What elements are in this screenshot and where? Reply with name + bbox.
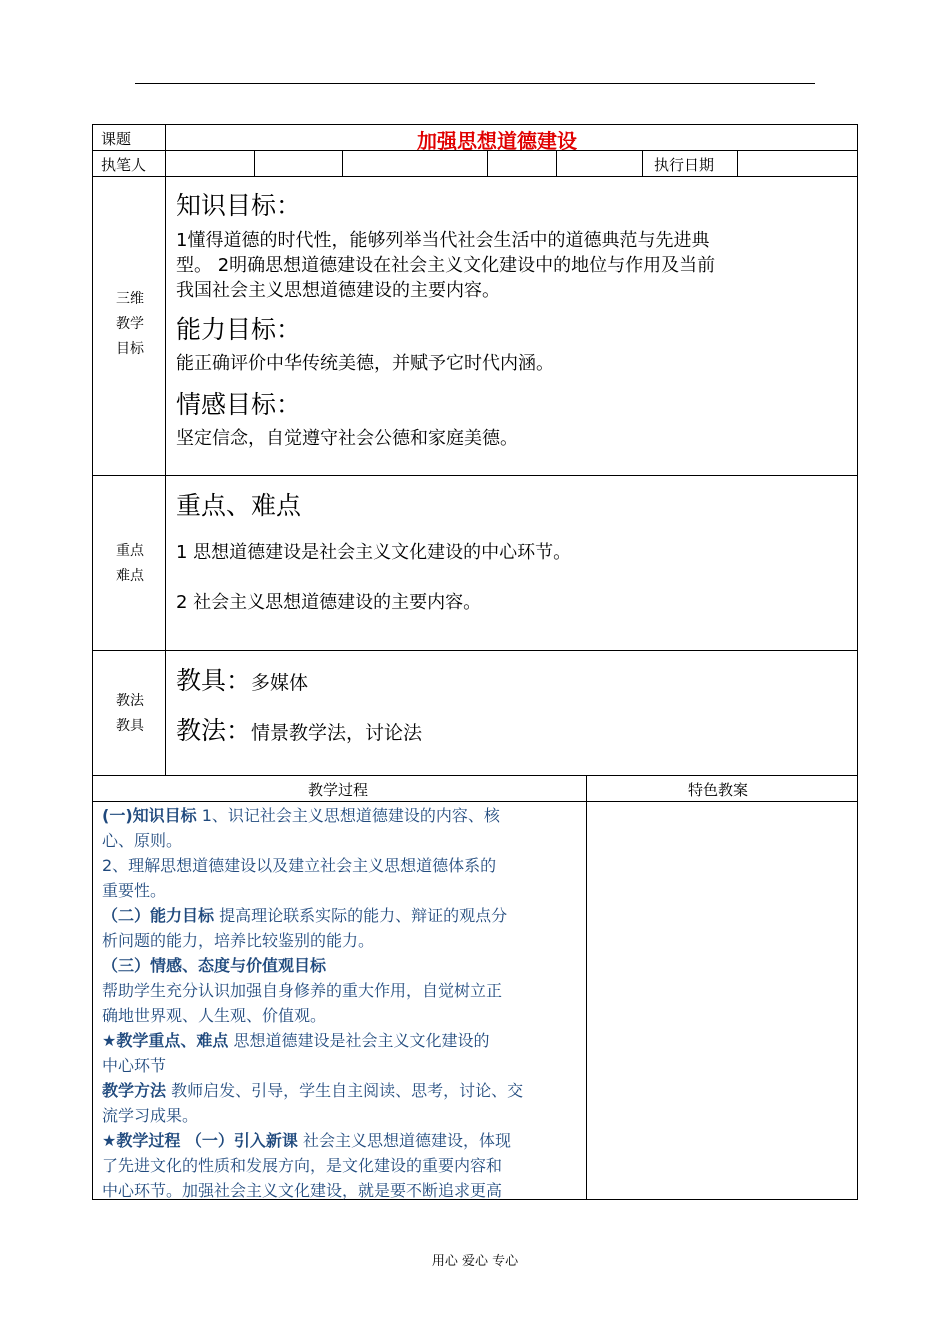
date-label: 执行日期 [654,156,715,174]
author-cell-3[interactable] [342,150,488,177]
process-line-heading: （三）情感、态度与价值观目标 [102,956,327,975]
process-header-cell [92,775,587,802]
process-line-text: 心、原则。 [102,831,183,850]
process-line [102,803,523,828]
keypoints-content-cell [165,475,858,651]
objectives-content-cell [165,176,858,476]
methods-label: 教法 教具 [116,693,144,734]
process-line [102,878,523,903]
process-line-heading: ★教学重点、难点 [102,1031,229,1050]
process-line [102,1178,523,1203]
author-cell-2[interactable] [254,150,343,177]
course-label: 课题 [101,130,132,148]
process-lines [102,803,523,1203]
emotion-title: 情感目标： [176,390,302,419]
process-line-heading: (一)知识目标 [102,806,197,825]
process-line [102,953,523,978]
tools-value: 多媒体 [251,672,309,694]
process-line [102,1053,523,1078]
ability-title: 能力目标： [176,315,302,344]
process-line-text: 提高理论联系实际的能力、辩证的观点分 [214,906,508,925]
page-title: 加强思想道德建设 [417,129,577,153]
process-line-heading: （二）能力目标 [102,906,215,925]
process-line [102,928,523,953]
process-line-text: 2、理解思想道德建设以及建立社会主义思想道德体系的 [102,856,497,875]
process-line-text: 确地世界观、人生观、价值观。 [102,1006,327,1025]
objectives-label-cell [92,176,166,476]
title-cell [165,124,858,151]
keypoint-item-2: 2 社会主义思想道德建设的主要内容。 [176,592,482,613]
process-content-cell [92,801,587,1200]
process-line-text: 社会主义思想道德建设，体现 [297,1131,512,1150]
methods-label-cell [92,650,166,776]
process-line-text: 了先进文化的性质和发展方向，是文化建设的重要内容和 [102,1156,503,1175]
author-label: 执笔人 [101,156,147,174]
knowledge-title: 知识目标： [176,191,302,220]
tools-line [176,661,308,697]
emotion-text: 坚定信念，自觉遵守社会公德和家庭美德。 [176,428,518,449]
process-line-text: 流学习成果。 [102,1106,199,1125]
objectives-label: 三维 教学 目标 [116,291,144,357]
process-line-text: 中心环节 [102,1056,167,1075]
process-line-text: 重要性。 [102,881,167,900]
method-title: 教法： [176,716,252,745]
process-line-text: 析问题的能力，培养比较鉴别的能力。 [102,931,375,950]
keypoints-label: 重点 难点 [116,543,144,584]
process-line [102,978,523,1003]
process-line-text: 帮助学生充分认识加强自身修养的重大作用，自觉树立正 [102,981,503,1000]
author-cell-5[interactable] [556,150,643,177]
process-line [102,1153,523,1178]
process-line-text: 中心环节。加强社会主义文化建设，就是要不断追求更高 [102,1181,503,1200]
feature-header: 特色教案 [688,781,749,799]
process-line-text: 1、识记社会主义思想道德建设的内容、核 [196,806,500,825]
author-cell-4[interactable] [487,150,557,177]
process-line-text: 教师启发、引导，学生自主阅读、思考，讨论、交 [166,1081,524,1100]
keypoints-label-cell [92,475,166,651]
process-line-heading: ★教学过程 （一）引入新课 [102,1131,298,1150]
methods-content-cell [165,650,858,776]
process-line [102,828,523,853]
knowledge-text: 1懂得道德的时代性，能够列举当代社会生活中的道德典范与先进典 型。 2明确思想道德建设在社会主义文化建设中的地位与作用及当前 我国社会主义思想道德建设的主要内容。 [176,230,716,301]
process-line [102,1128,523,1153]
footer-text: 用心 爱心 专心 [431,1254,519,1269]
process-line-text: 思想道德建设是社会主义文化建设的 [228,1031,490,1050]
header-rule [135,83,815,84]
author-label-cell [92,150,166,177]
process-line [102,903,523,928]
process-header: 教学过程 [308,781,369,799]
date-label-cell [642,150,738,177]
process-line [102,1003,523,1028]
process-line [102,853,523,878]
author-cell-1[interactable] [165,150,255,177]
method-value: 情景教学法，讨论法 [251,722,423,744]
process-line [102,1028,523,1053]
feature-header-cell [586,775,858,802]
keypoint-item-1: 1 思想道德建设是社会主义文化建设的中心环节。 [176,542,572,563]
process-line [102,1103,523,1128]
tools-title: 教具： [176,666,252,695]
ability-text: 能正确评价中华传统美德，并赋予它时代内涵。 [176,353,554,374]
date-value-cell[interactable] [737,150,858,177]
keypoints-title: 重点、难点 [176,491,302,520]
feature-content-cell[interactable] [586,801,858,1200]
process-line [102,1078,523,1103]
method-line [176,711,422,747]
course-label-cell [92,124,166,151]
process-line-heading: 教学方法 [102,1081,167,1100]
